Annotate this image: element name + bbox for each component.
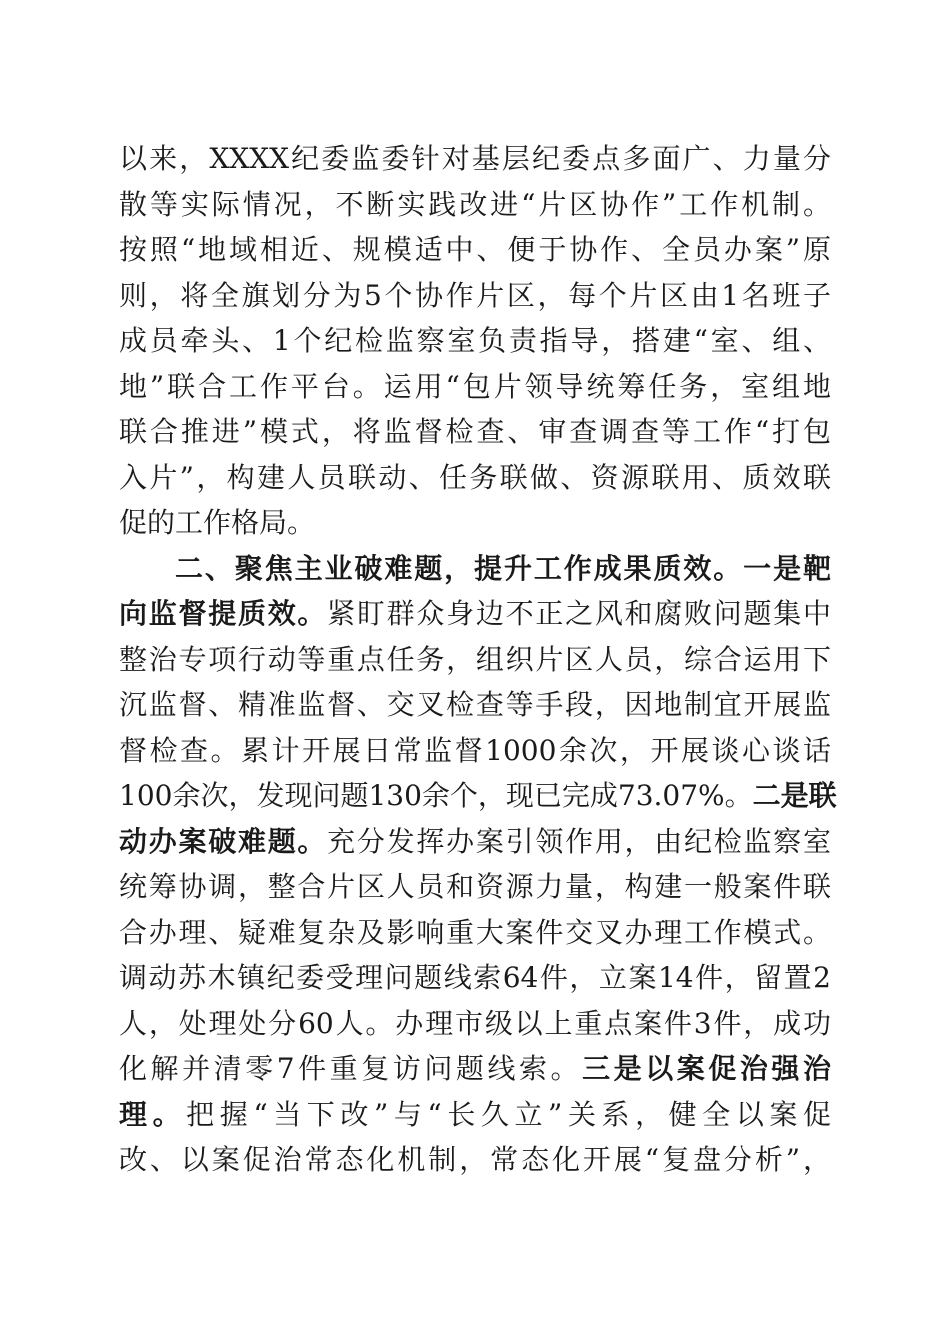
text-line [119,500,831,546]
text-line [119,864,831,910]
text-segment: 联合推进”模式，将监督检查、审查调查等工作“打包 [119,415,831,448]
text-segment: 把握“当下改”与“长久立”关系，健全以案促 [186,1097,831,1131]
text-line [119,1046,831,1092]
text-line [119,637,831,683]
text-segment: 则，将全旗划分为5个协作片区，每个片区由1名班子 [119,278,831,312]
text-segment: 沉监督、精准监督、交叉检查等手段，因地制宜开展监 [119,688,831,721]
bold-text-segment: 向监督提质效。 [119,597,328,630]
text-line [119,1137,831,1183]
text-segment: 改、以案促治常态化机制，常态化开展“复盘分析”， [119,1143,831,1176]
bold-text-segment: 二是联 [752,779,837,812]
bold-text-segment: 理。 [119,1097,187,1131]
text-segment: 100余次，发现问题130余个，现已完成73.07%。 [119,779,753,812]
text-line [119,546,831,592]
text-line [119,364,831,410]
text-line [119,409,831,455]
text-line [119,819,831,865]
text-segment: 统筹协调，整合片区人员和资源力量，构建一般案件联 [119,870,831,903]
text-segment: 入片”，构建人员联动、任务联做、资源联用、质效联 [119,460,831,494]
text-segment: 散等实际情况，不断实践改进“片区协作”工作机制。 [119,187,831,221]
bold-text-segment: 二、聚焦主业破难题，提升工作成果质效。一是靶 [175,551,831,585]
text-segment: 地”联合工作平台。运用“包片领导统筹任务，室组地 [119,369,831,403]
text-line [119,318,831,364]
text-segment: 充分发挥办案引领作用，由纪检监察室 [327,824,831,858]
text-line [119,773,837,819]
text-segment: 化解并清零7件重复访问题线索。 [119,1052,583,1085]
text-line [119,1001,831,1047]
text-line [119,728,831,774]
text-line [119,682,831,728]
body-text [119,136,837,1183]
text-segment: 紧盯群众身边不正之风和腐败问题集中 [327,597,831,630]
text-line [119,955,831,1001]
text-segment: 合办理、疑难复杂及影响重大案件交叉办理工作模式。 [119,915,831,949]
text-line [119,227,831,273]
text-line [119,591,831,637]
bold-text-segment: 动办案破难题。 [119,824,328,858]
text-line [119,455,831,501]
bold-text-segment: 三是以案促治强治 [582,1052,831,1085]
text-line [119,1092,831,1138]
text-line [119,182,831,228]
text-segment: 以来，XXXX纪委监委针对基层纪委点多面广、力量分 [119,142,831,175]
text-segment: 调动苏木镇纪委受理问题线索64件，立案14件，留置2 [119,961,831,994]
text-line [119,136,831,182]
text-segment: 整治专项行动等重点任务，组织片区人员，综合运用下 [119,642,831,676]
text-segment: 督检查。累计开展日常监督1000余次，开展谈心谈话 [119,733,831,767]
text-line [119,910,831,956]
text-segment: 成员牵头、1个纪检监察室负责指导，搭建“室、组、 [119,324,831,357]
text-segment: 人，处理处分60人。办理市级以上重点案件3件，成功 [119,1006,831,1040]
text-segment: 促的工作格局。 [119,506,316,539]
text-line [119,273,831,319]
text-segment: 按照“地域相近、规模适中、便于协作、全员办案”原 [119,233,831,266]
